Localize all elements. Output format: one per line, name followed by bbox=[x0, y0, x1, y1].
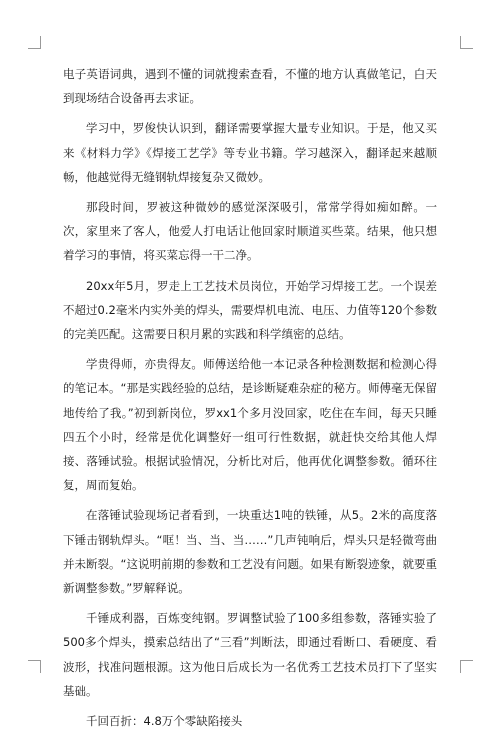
crop-mark-bottom-right bbox=[460, 660, 473, 673]
paragraph: 电子英语词典，遇到不懂的词就搜索查看，不懂的地方认真做笔记，白天到现场结合设备再去求证。 bbox=[63, 67, 437, 106]
crop-mark-top-right bbox=[460, 36, 473, 49]
paragraph: 学习中，罗俊快认识到，翻译需要掌握大量专业知识。于是，他又买来《材料力学》《焊接工艺学》等专业书籍。学习越深入，翻译起来越顺畅，他越觉得无缝钢轨焊接复杂又微妙。 bbox=[63, 121, 437, 184]
crop-mark-bottom-left bbox=[28, 660, 41, 673]
section-heading: 千回百折：4.8万个零缺陷接头 bbox=[86, 714, 243, 729]
paragraph: 千锤成利器，百炼变纯钢。罗调整试验了100多组参数，落锤实验了500多个焊头，摸索总结出了“三看”判断法，即通过看断口、看硬度、看波形，找准问题根源。这为他日后成长为一名优秀工艺技术员打下了坚实基础。 bbox=[63, 611, 437, 698]
crop-mark-top-left bbox=[28, 36, 41, 49]
paragraph: 学贵得师，亦贵得友。师傅送给他一本记录各种检测数据和检测心得的笔记本。“那是实践经验的总结，是诊断疑难杂症的秘方。师傅毫无保留地传给了我。”初到新岗位，罗xx1个多月没回家，吃住在车间，每天只睡四五个小时，经常是优化调整好一组可行性数据，就赶快交给其他人焊接、落锤试验。根据试验情况，分析比对后，他再优化调整参数。循环往复，周而复始。 bbox=[63, 357, 437, 493]
paragraph: 在落锤试验现场记者看到，一块重达1吨的铁锤，从5。2米的高度落下锤击钢轨焊头。“哐！当、当、当……”几声钝响后，焊头只是轻微弯曲并未断裂。“这说明前期的参数和工艺没有问题。如果有断裂迹象，就要重新调整参数。”罗解释说。 bbox=[63, 508, 437, 596]
paragraph: 那段时间，罗被这种微妙的感觉深深吸引，常常学得如痴如醉。一次，家里来了客人，他爱人打电话让他回家时顺道买些菜。结果，他只想着学习的事情，将买菜忘得一干二净。 bbox=[63, 200, 437, 263]
paragraph: 20xx年5月，罗走上工艺技术员岗位，开始学习焊接工艺。一个误差不超过0.2毫米内实外美的焊头，需要焊机电流、电压、力值等120个参数的完美匹配。这需要日积月累的实践和科学缜密的总结。 bbox=[63, 278, 437, 342]
document-body bbox=[63, 62, 437, 739]
